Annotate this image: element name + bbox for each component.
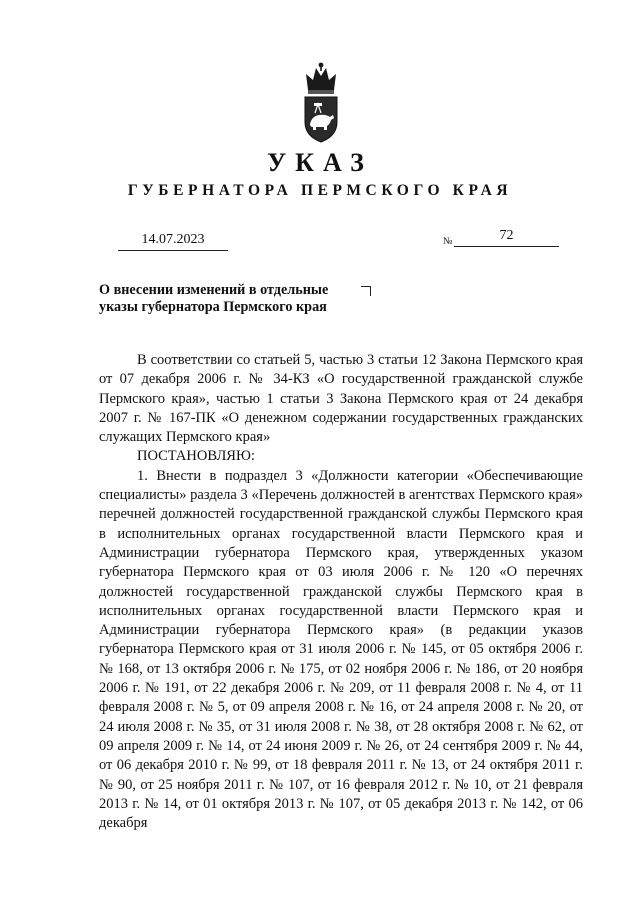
subject-corner-mark bbox=[361, 286, 371, 296]
document-title: УКАЗ bbox=[267, 148, 373, 177]
number-sign: № bbox=[443, 236, 453, 247]
document-body bbox=[99, 351, 583, 833]
number-field bbox=[454, 224, 559, 247]
perm-krai-coat-of-arms-icon bbox=[300, 60, 342, 146]
document-number: 72 bbox=[499, 228, 514, 243]
document-date: 14.07.2023 bbox=[141, 232, 205, 247]
document-subject: О внесении изменений в отдельные указы губернатора Пермского края bbox=[99, 282, 329, 315]
date-field bbox=[118, 228, 228, 251]
clause-1-paragraph: 1. Внести в подраздел 3 «Должности категории «Обеспечивающие специалисты» раздела 3 «Перечень должностей в агентствах Пермского края» перечней должностей государственной гражданской службы Пермского края в исполнительных органах государственной власти Пермского края и Администрации губернатора Пермского края, утвержденных указом губернатора Пермского края от 03 июля 2006 г. № 120 «О перечнях должностей государственной гражданской службы Пермского края в исполнительных органах государственной власти Пермского края и Администрации губернатора Пермского края» (в редакции указов губернатора Пермского края от 31 июля 2006 г. № 145, от 05 октября 2006 г. № 168, от 13 октября 2006 г. № 175, от 02 ноября 2006 г. № 186, от 20 ноября 2006 г. № 191, от 22 декабря 2006 г. № 209, от 11 февраля 2008 г. № 4, от 11 февраля 2008 г. № 5, от 09 апреля 2008 г. № 16, от 24 апреля 2008 г. № 20, от 24 июля 2008 г. № 35, от 31 июля 2008 г. № 38, от 28 октября 2008 г. № 62, от 09 апреля 2009 г. № 14, от 24 июня 2009 г. № 26, от 24 сентября 2009 г. № 44, от 06 декабря 2010 г. № 99, от 18 февраля 2011 г. № 13, от 24 октября 2011 г. № 90, от 25 ноября 2011 г. № 107, от 16 февраля 2012 г. № 10, от 21 февраля 2013 г. № 14, от 01 октября 2013 г. № 107, от 05 декабря 2013 г. № 142, от 06 декабря bbox=[99, 467, 583, 832]
preamble-paragraph: В соответствии со статьей 5, частью 3 статьи 12 Закона Пермского края от 07 декабря 2006 г. № 34-КЗ «О государственной гражданской службе Пермского края», частью 1 статьи 3 Закона Пермского края от 24 декабря 2007 г. № 167-ПК «О денежном содержании государственных гражданских служащих Пермского края» bbox=[99, 352, 583, 446]
document-issuer: ГУБЕРНАТОРА ПЕРМСКОГО КРАЯ bbox=[127, 182, 513, 199]
decree-word: ПОСТАНОВЛЯЮ: bbox=[137, 448, 255, 465]
